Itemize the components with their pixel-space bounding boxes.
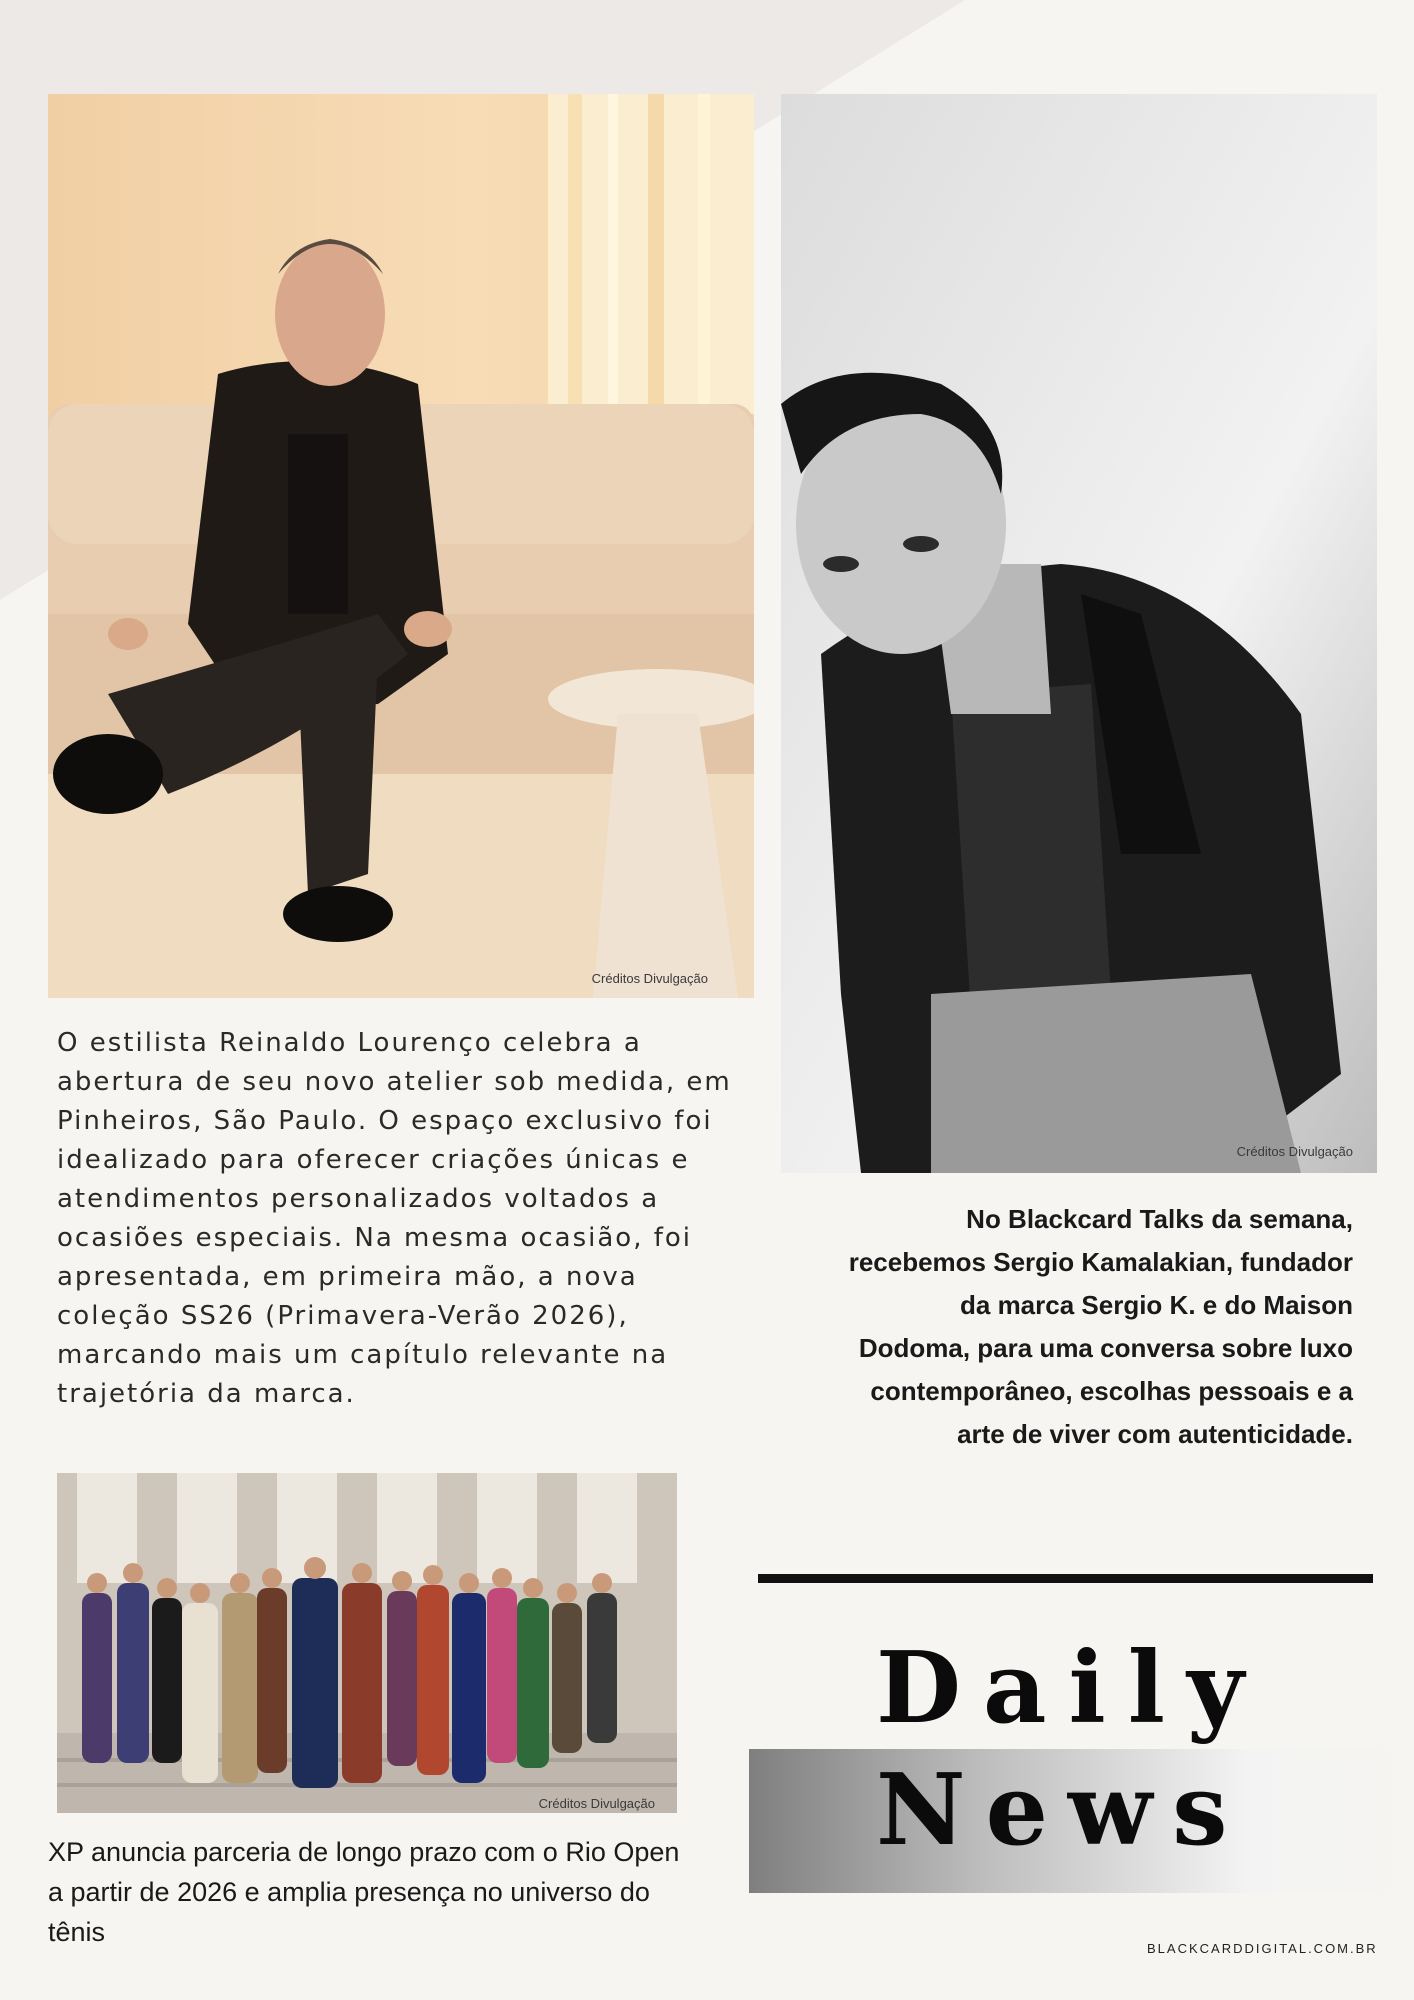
story-xp-text: XP anuncia parceria de longo prazo com o Rio Open a partir de 2026 e amplia presença no universo do tênis <box>48 1837 680 1947</box>
photo-sergio-kamalakian <box>781 94 1377 1173</box>
website-link[interactable]: BLACKCARDDIGITAL.COM.BR <box>1147 1941 1378 1956</box>
masthead-title-news: News <box>876 1753 1248 1868</box>
photo-credit: Créditos Divulgação <box>1236 1144 1353 1159</box>
photo-reinaldo-lourenco <box>48 94 754 998</box>
story-reinaldo-text: O estilista Reinaldo Lourenço celebra a abertura de seu novo atelier sob medida, em Pinheiros, São Paulo. O espaço exclusivo foi idealizado para oferecer criações únicas e atendimentos personalizados voltados a ocasiões especiais. Na mesma ocasião, foi apresentada, em primeira mão, a nova coleção SS26 (Primavera-Verão 2026), marcando mais um capítulo relevante na trajetória da marca. <box>57 1028 732 1409</box>
photo-credit: Créditos Divulgação <box>591 971 708 986</box>
divider-rule <box>758 1574 1373 1583</box>
masthead-title-daily: Daily <box>876 1631 1266 1746</box>
photo-credit: Créditos Divulgação <box>538 1796 655 1811</box>
story-sergio-text: No Blackcard Talks da semana, recebemos Sergio Kamalakian, fundador da marca Sergio K. e do Maison Dodoma, para uma conversa sobre luxo contemporâneo, escolhas pessoais e a arte de viver com autenticidade. <box>848 1204 1353 1449</box>
photo-xp-rio-open-group <box>57 1473 677 1813</box>
